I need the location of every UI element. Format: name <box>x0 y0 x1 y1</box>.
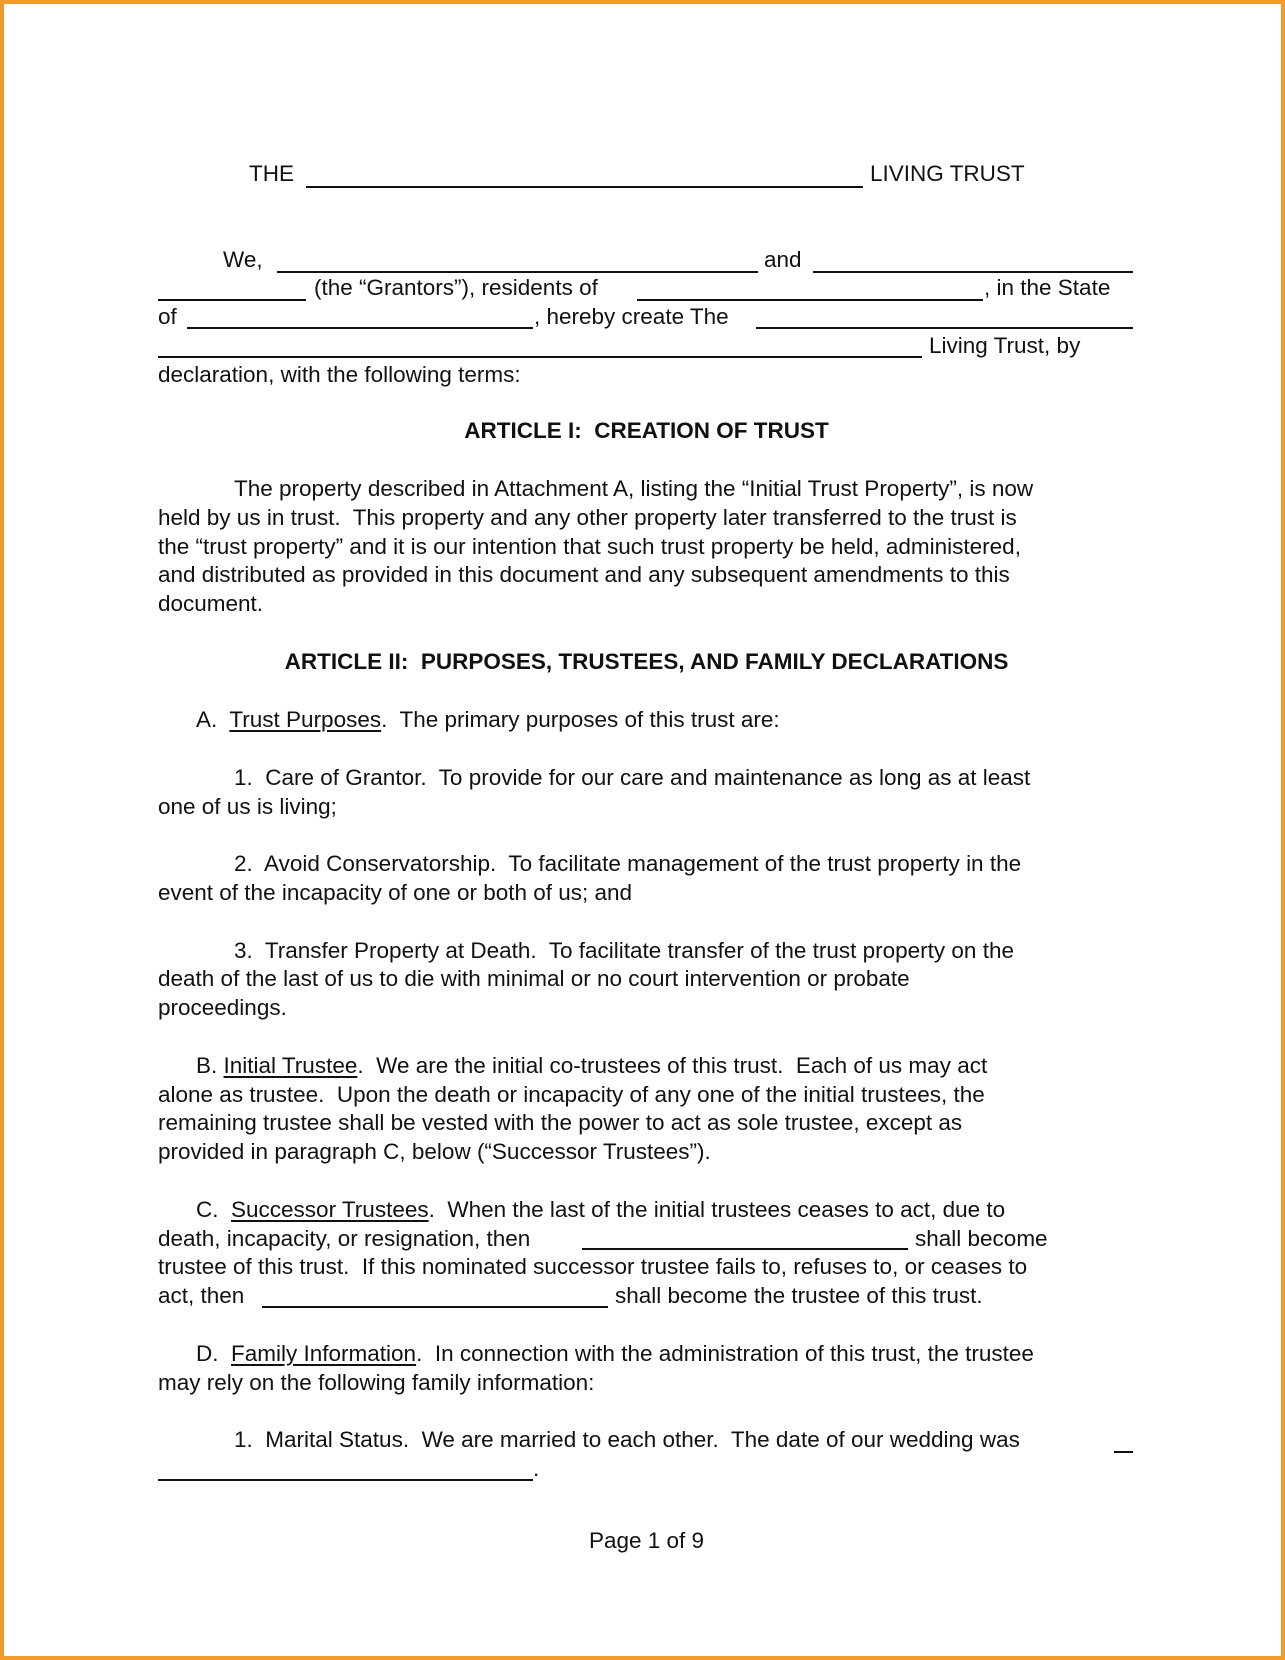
intro-grantors: (the “Grantors”), residents of <box>314 275 598 300</box>
purpose-2-line: 2. Avoid Conservatorship. To facilitate management of the trust property in the <box>234 851 1022 876</box>
section-d <box>196 1339 1034 1368</box>
section-a-letter: A. <box>196 707 218 732</box>
section-c-title: Successor Trustees <box>231 1197 429 1222</box>
article1-line: held by us in trust. This property and any other property later transferred to the trust is <box>158 505 1017 530</box>
intro-and: and <box>764 247 802 272</box>
intro-in-state: , in the State <box>984 275 1111 300</box>
state-blank[interactable] <box>187 327 533 329</box>
purpose-3-line: death of the last of us to die with minimal or no court intervention or probate <box>158 966 910 991</box>
article1-line: document. <box>158 591 264 616</box>
section-c-text: . When the last of the initial trustees ceases to act, due to <box>428 1197 1006 1222</box>
purpose-1-line: 1. Care of Grantor. To provide for our care and maintenance as long as at least <box>234 765 1031 790</box>
article2-heading: ARTICLE II: PURPOSES, TRUSTEES, AND FAMILY DECLARATIONS <box>284 649 1009 674</box>
purpose-2-line: event of the incapacity of one or both of us; and <box>158 880 633 905</box>
section-d-title: Family Information <box>231 1341 417 1366</box>
intro-declaration: declaration, with the following terms: <box>158 362 521 387</box>
title-prefix: THE <box>249 161 294 186</box>
section-b-line: remaining trustee shall be vested with the power to act as sole trustee, except as <box>158 1110 963 1135</box>
section-c-line4b: shall become the trustee of this trust. <box>615 1283 983 1308</box>
wedding-date-blank[interactable] <box>1114 1451 1133 1453</box>
section-c-line2b: shall become <box>915 1226 1048 1251</box>
article1-line: the “trust property” and it is our intention that such trust property be held, administered, <box>158 534 1021 559</box>
section-b-title: Initial Trustee <box>223 1053 358 1078</box>
intro-of: of <box>158 304 177 329</box>
section-d-letter: D. <box>196 1341 219 1366</box>
grantor2-blank-cont[interactable] <box>158 299 306 301</box>
section-a-text: . The primary purposes of this trust are: <box>381 707 780 732</box>
marital-status-line: 1. Marital Status. We are married to each other. The date of our wedding was <box>234 1427 1020 1452</box>
section-c <box>196 1195 1005 1224</box>
section-b-line: alone as trustee. Upon the death or incapacity of any one of the initial trustees, the <box>158 1082 985 1107</box>
purpose-3-line: proceedings. <box>158 995 287 1020</box>
section-b-letter: B. <box>196 1053 218 1078</box>
section-c-letter: C. <box>196 1197 219 1222</box>
article1-line: The property described in Attachment A, listing the “Initial Trust Property”, is now <box>234 476 1034 501</box>
marital-status-end: . <box>533 1456 540 1481</box>
section-a <box>196 705 780 734</box>
intro-we: We, <box>223 247 263 272</box>
section-a-title: Trust Purposes <box>229 707 382 732</box>
page-number: Page 1 of 9 <box>588 1528 705 1553</box>
title-suffix: LIVING TRUST <box>870 161 1025 186</box>
section-c-line2a: death, incapacity, or resignation, then <box>158 1226 531 1251</box>
section-b-line: provided in paragraph C, below (“Successor Trustees”). <box>158 1139 711 1164</box>
trust-title-blank[interactable] <box>756 327 1133 329</box>
section-c-line4a: act, then <box>158 1283 245 1308</box>
residence-blank[interactable] <box>637 299 983 301</box>
section-d-text: . In connection with the administration of this trust, the trustee <box>416 1341 1034 1366</box>
section-d-line2: may rely on the following family information: <box>158 1370 595 1395</box>
article1-line: and distributed as provided in this document and any subsequent amendments to this <box>158 562 1010 587</box>
intro-living-trust-by: Living Trust, by <box>929 333 1081 358</box>
section-c-line3: trustee of this trust. If this nominated successor trustee fails to, refuses to, or ceases to <box>158 1254 1028 1279</box>
trust-title-blank-cont[interactable] <box>158 356 922 358</box>
purpose-1-line: one of us is living; <box>158 794 337 819</box>
purpose-3-line: 3. Transfer Property at Death. To facilitate transfer of the trust property on the <box>234 938 1014 963</box>
section-b <box>196 1051 987 1080</box>
intro-hereby: , hereby create The <box>534 304 729 329</box>
article1-heading: ARTICLE I: CREATION OF TRUST <box>464 418 829 443</box>
successor-trustee-blank[interactable] <box>582 1248 908 1250</box>
wedding-date-blank-cont[interactable] <box>158 1479 533 1481</box>
trust-name-blank[interactable] <box>306 186 863 188</box>
section-b-text: . We are the initial co-trustees of this trust. Each of us may act <box>357 1053 988 1078</box>
alternate-trustee-blank[interactable] <box>262 1306 608 1308</box>
